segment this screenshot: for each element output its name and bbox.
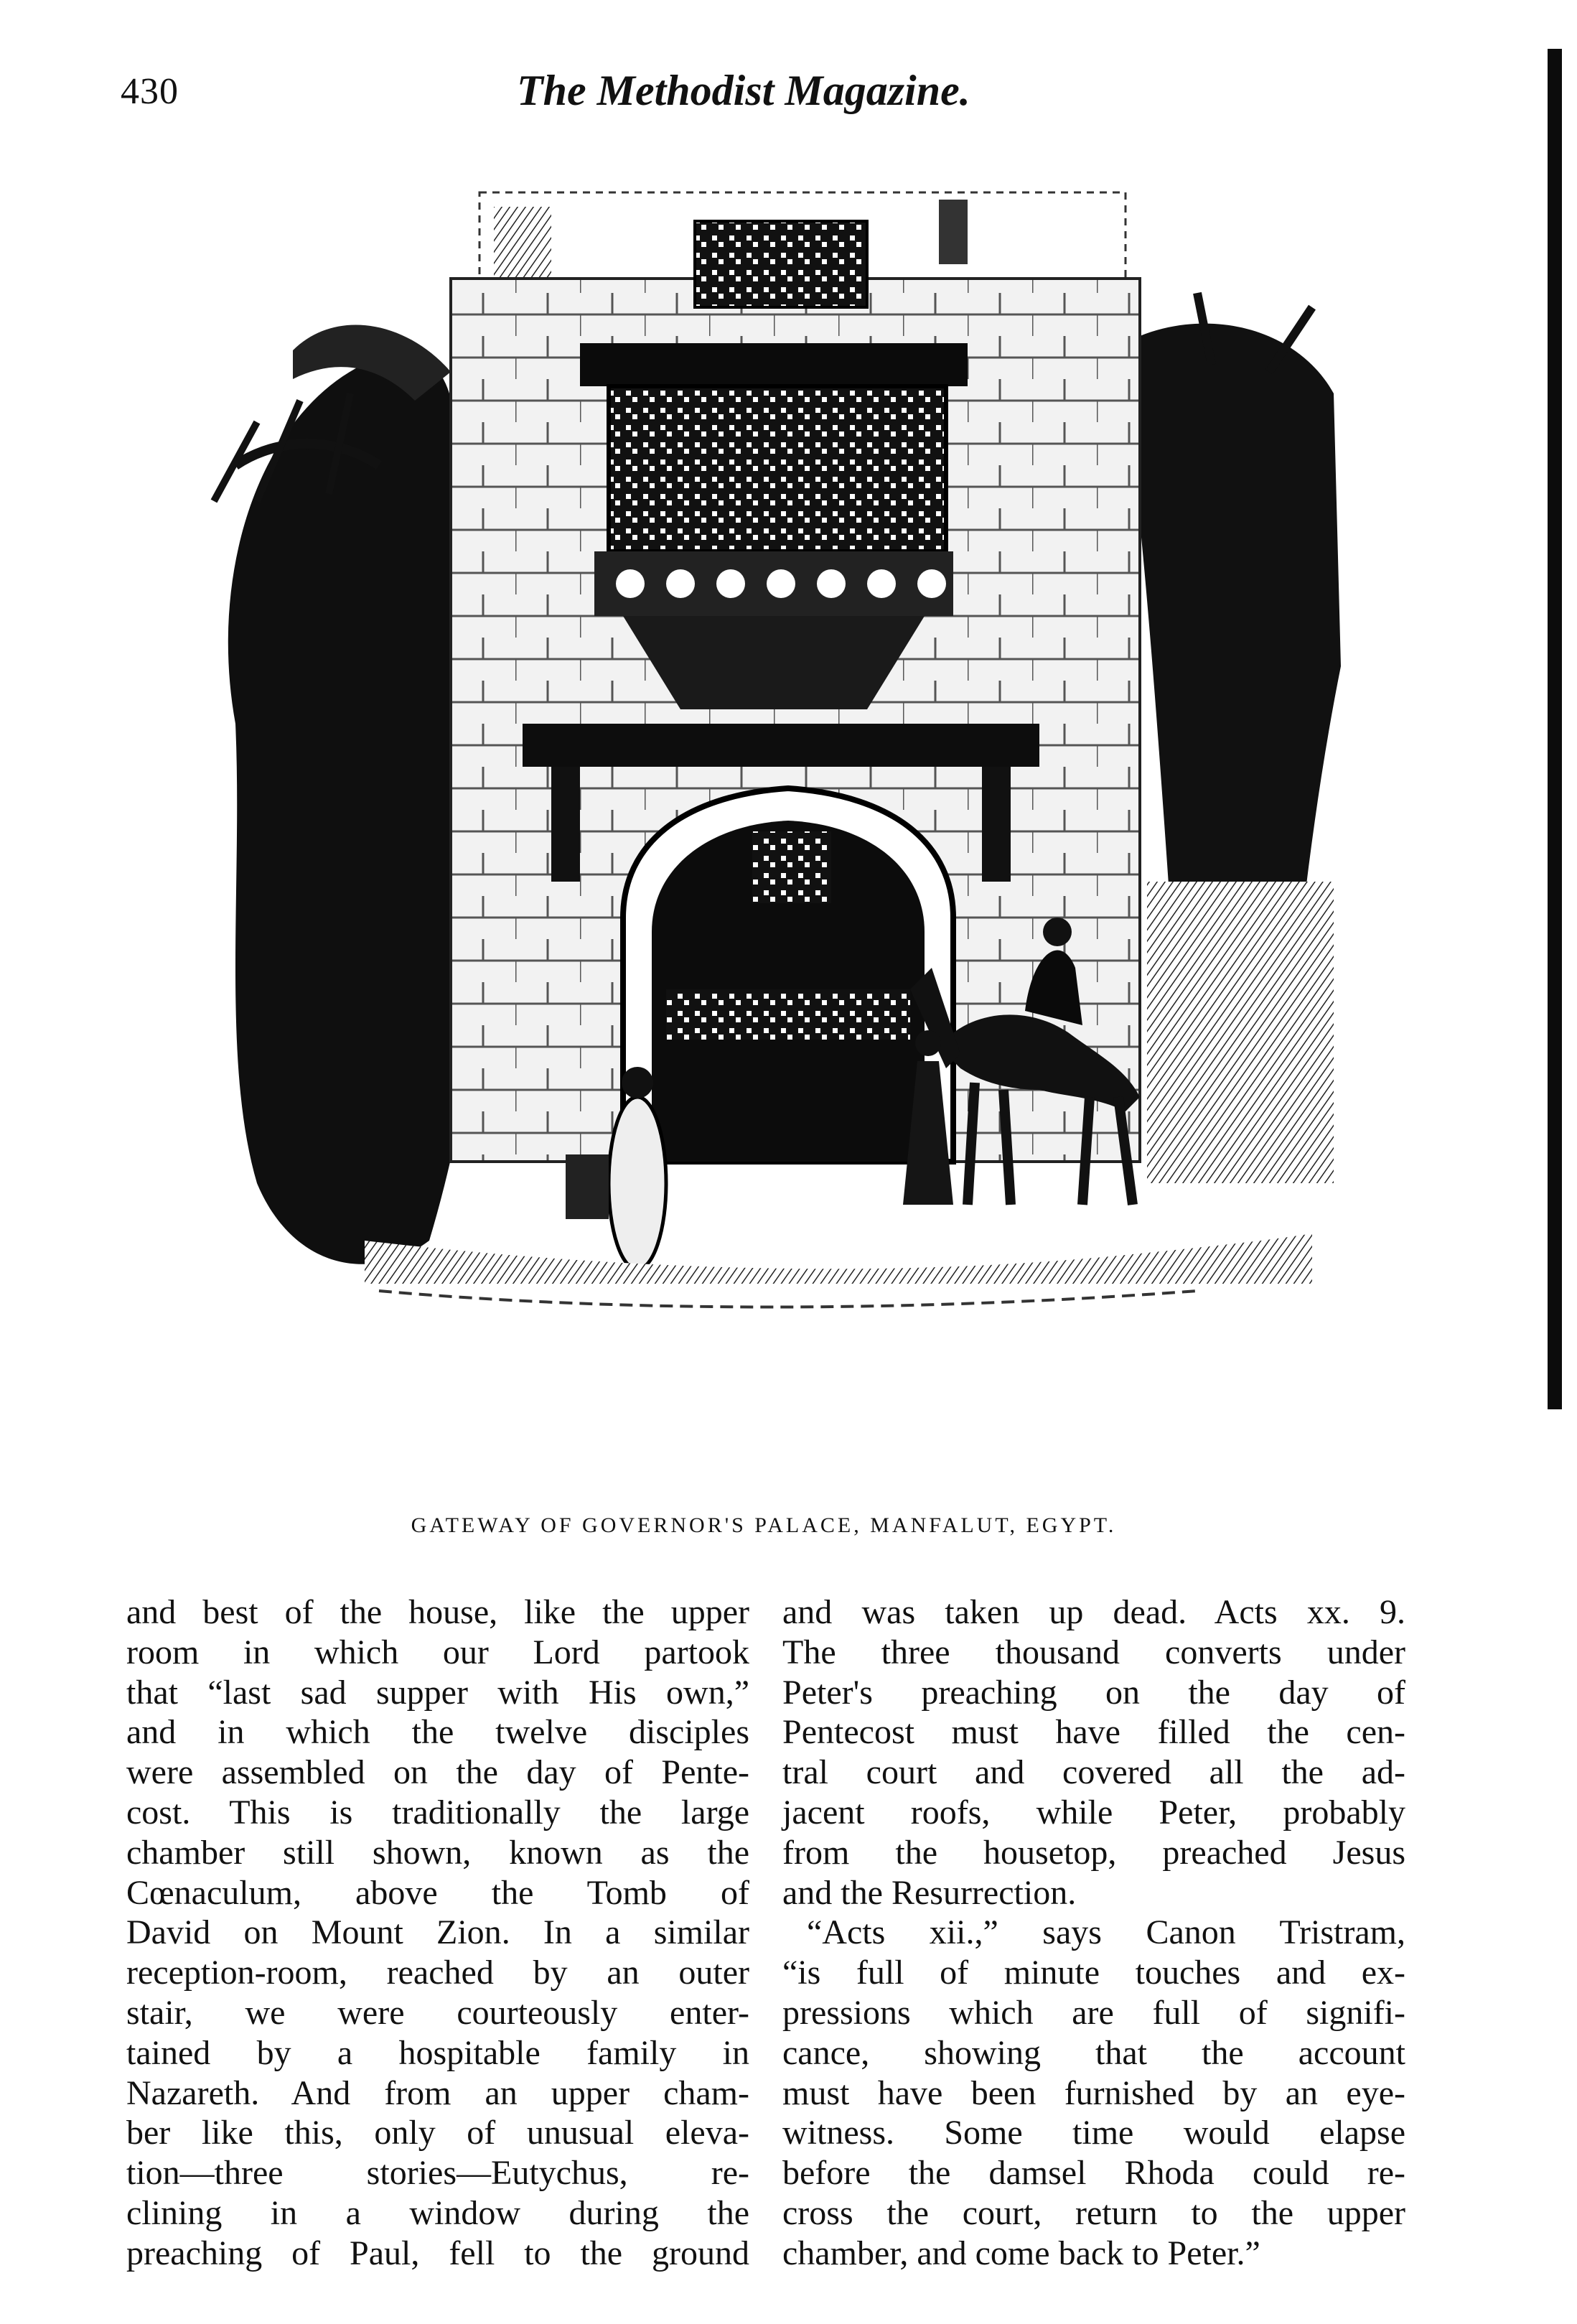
- text-line: cance, showing that the account: [782, 2033, 1405, 2072]
- text-line: clining in a window during the: [126, 2193, 749, 2232]
- running-head: The Methodist Magazine.: [517, 67, 970, 114]
- text-line: preaching of Paul, fell to the ground: [126, 2234, 749, 2272]
- text-line: tained by a hospitable family in: [126, 2033, 749, 2072]
- text-line: before the damsel Rhoda could re-: [782, 2154, 1405, 2193]
- text-line: and was taken up dead. Acts xx. 9.: [782, 1593, 1405, 1631]
- text-line: tion—three stories—Eutychus, re-: [126, 2154, 749, 2193]
- text-line: reception-room, reached by an outer: [126, 1954, 749, 1992]
- text-line: David on Mount Zion. In a similar: [126, 1913, 749, 1952]
- text-line: cost. This is traditionally the large: [126, 1793, 749, 1831]
- text-line: tral court and covered all the ad-: [782, 1753, 1405, 1792]
- text-line: chamber still shown, known as the: [126, 1833, 749, 1872]
- page-edge-bar: [1548, 49, 1562, 1409]
- text-line: “is full of minute touches and ex-: [782, 1954, 1405, 1992]
- text-line: ber like this, only of unusual eleva-: [126, 2114, 749, 2152]
- text-line: from the housetop, preached Jesus: [782, 1833, 1405, 1872]
- text-line: that “last sad supper with His own,”: [126, 1673, 749, 1712]
- text-line: Nazareth. And from an upper cham-: [126, 2073, 749, 2112]
- gateway-engraving: [192, 164, 1341, 1463]
- illustration-caption: GATEWAY OF GOVERNOR'S PALACE, MANFALUT, EGYPT.: [411, 1513, 1117, 1537]
- text-line: chamber, and come back to Peter.”: [782, 2234, 1260, 2272]
- text-line: pressions which are full of signifi-: [782, 1993, 1405, 2032]
- text-line: cross the court, return to the upper: [782, 2193, 1405, 2232]
- text-line: witness. Some time would elapse: [782, 2114, 1405, 2152]
- text-line: jacent roofs, while Peter, probably: [782, 1793, 1405, 1831]
- text-line: and the Resurrection.: [782, 1873, 1077, 1912]
- text-line: must have been furnished by an eye-: [782, 2073, 1405, 2112]
- left-column: [126, 1592, 749, 2274]
- text-line: Cœnaculum, above the Tomb of: [126, 1873, 749, 1912]
- text-line: stair, we were courteously enter-: [126, 1993, 749, 2032]
- text-line: “Acts xii.,” says Canon Tristram,: [807, 1913, 1405, 1952]
- text-line: and best of the house, like the upper: [126, 1593, 749, 1631]
- page-number: 430: [121, 71, 179, 112]
- text-line: Peter's preaching on the day of: [782, 1673, 1405, 1712]
- text-line: and in which the twelve disciples: [126, 1713, 749, 1752]
- text-line: were assembled on the day of Pente-: [126, 1753, 749, 1792]
- text-line: Pentecost must have filled the cen-: [782, 1713, 1405, 1752]
- text-line: room in which our Lord partook: [126, 1633, 749, 1671]
- right-column: [782, 1592, 1405, 2274]
- text-line: The three thousand converts under: [782, 1633, 1405, 1671]
